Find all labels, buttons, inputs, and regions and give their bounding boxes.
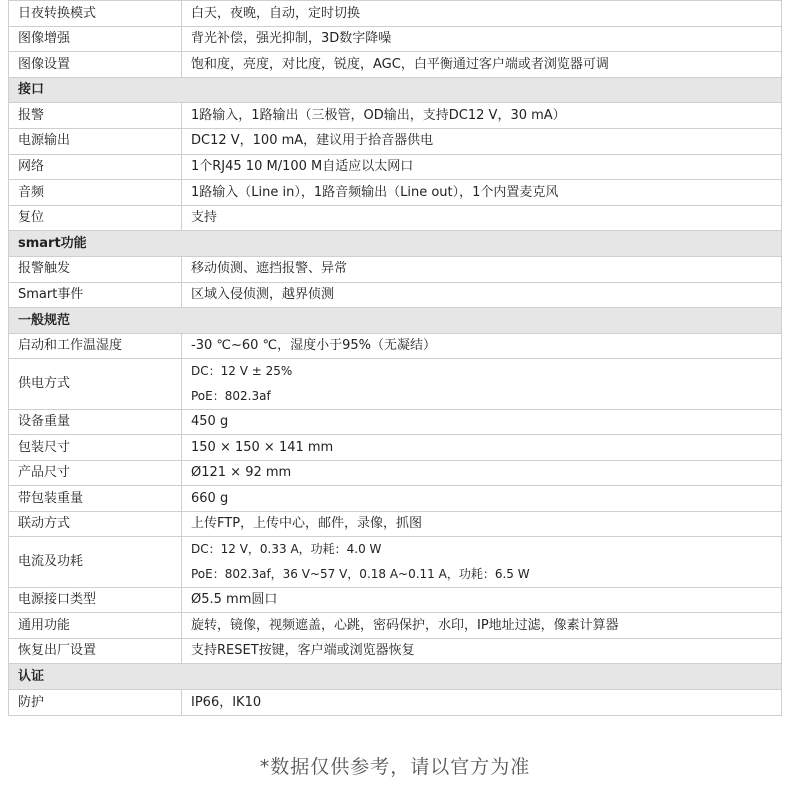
- spec-key: 网络: [9, 154, 182, 180]
- spec-row: [9, 26, 782, 52]
- spec-row: [9, 180, 782, 206]
- spec-row: [9, 435, 782, 461]
- spec-value: 背光补偿，强光抑制，3D数字降噪: [182, 26, 782, 52]
- spec-key: 恢复出厂设置: [9, 638, 182, 664]
- spec-value: 1路输入，1路输出（三极管，OD输出，支持DC12 V，30 mA）: [182, 103, 782, 129]
- spec-key: 日夜转换模式: [9, 1, 182, 27]
- section-title: 接口: [9, 77, 782, 103]
- spec-value: 1个RJ45 10 M/100 M自适应以太网口: [182, 154, 782, 180]
- spec-row: [9, 1, 782, 27]
- spec-value: 饱和度，亮度，对比度，锐度，AGC，白平衡通过客户端或者浏览器可调: [182, 52, 782, 78]
- section-header-row: [9, 308, 782, 334]
- spec-value-line: PoE：802.3af: [191, 388, 271, 403]
- spec-row: [9, 154, 782, 180]
- spec-key: Smart事件: [9, 282, 182, 308]
- spec-row: [9, 333, 782, 359]
- section-title: 一般规范: [9, 308, 782, 334]
- spec-key: 包装尺寸: [9, 435, 182, 461]
- spec-key: 防护: [9, 690, 182, 716]
- spec-key: 通用功能: [9, 613, 182, 639]
- spec-key: 报警: [9, 103, 182, 129]
- spec-row: [9, 587, 782, 613]
- spec-value: Ø121 × 92 mm: [182, 460, 782, 486]
- spec-row: [9, 511, 782, 537]
- spec-value: [182, 537, 782, 587]
- spec-row: [9, 282, 782, 308]
- spec-value: 旋转，镜像，视频遮盖，心跳，密码保护，水印，IP地址过滤，像素计算器: [182, 613, 782, 639]
- spec-row: [9, 359, 782, 409]
- spec-value: 450 g: [182, 409, 782, 435]
- spec-table-body: [9, 1, 782, 716]
- spec-key: 电流及功耗: [9, 537, 182, 587]
- spec-table: [8, 0, 782, 716]
- spec-key: 设备重量: [9, 409, 182, 435]
- section-header-row: [9, 231, 782, 257]
- spec-key: 启动和工作温湿度: [9, 333, 182, 359]
- spec-value-line: PoE：802.3af，36 V~57 V，0.18 A~0.11 A，功耗：6.5 W: [191, 567, 530, 582]
- spec-row: [9, 537, 782, 587]
- spec-value-line: DC：12 V ± 25%: [191, 364, 293, 379]
- disclaimer-note: *数据仅供参考，请以官方为准: [259, 756, 531, 778]
- spec-key: 复位: [9, 205, 182, 231]
- spec-value: IP66，IK10: [182, 690, 782, 716]
- spec-value: Ø5.5 mm圆口: [182, 587, 782, 613]
- section-title: 认证: [9, 664, 782, 690]
- spec-key: 联动方式: [9, 511, 182, 537]
- section-header-row: [9, 77, 782, 103]
- spec-row: [9, 205, 782, 231]
- spec-row: [9, 128, 782, 154]
- spec-key: 图像增强: [9, 26, 182, 52]
- spec-row: [9, 638, 782, 664]
- spec-row: [9, 486, 782, 512]
- spec-row: [9, 103, 782, 129]
- spec-row: [9, 613, 782, 639]
- spec-value: 支持: [182, 205, 782, 231]
- spec-value: 1路输入（Line in），1路音频输出（Line out），1个内置麦克风: [182, 180, 782, 206]
- spec-value: 白天，夜晚，自动，定时切换: [182, 1, 782, 27]
- spec-key: 产品尺寸: [9, 460, 182, 486]
- spec-value: 150 × 150 × 141 mm: [182, 435, 782, 461]
- section-title: smart功能: [9, 231, 782, 257]
- spec-value: 上传FTP，上传中心，邮件，录像，抓图: [182, 511, 782, 537]
- spec-key: 图像设置: [9, 52, 182, 78]
- spec-key: 报警触发: [9, 256, 182, 282]
- spec-key: 电源输出: [9, 128, 182, 154]
- section-header-row: [9, 664, 782, 690]
- spec-row: [9, 460, 782, 486]
- spec-value: 移动侦测、遮挡报警、异常: [182, 256, 782, 282]
- spec-value-line: DC：12 V，0.33 A，功耗：4.0 W: [191, 542, 382, 557]
- spec-row: [9, 52, 782, 78]
- spec-key: 音频: [9, 180, 182, 206]
- spec-value: DC12 V，100 mA，建议用于拾音器供电: [182, 128, 782, 154]
- spec-value: 支持RESET按键，客户端或浏览器恢复: [182, 638, 782, 664]
- spec-row: [9, 409, 782, 435]
- spec-key: 电源接口类型: [9, 587, 182, 613]
- spec-key: 供电方式: [9, 359, 182, 409]
- spec-value: 660 g: [182, 486, 782, 512]
- spec-value: -30 ℃~60 ℃，湿度小于95%（无凝结）: [182, 333, 782, 359]
- spec-value: 区域入侵侦测，越界侦测: [182, 282, 782, 308]
- spec-key: 带包装重量: [9, 486, 182, 512]
- spec-value: [182, 359, 782, 409]
- spec-row: [9, 690, 782, 716]
- spec-row: [9, 256, 782, 282]
